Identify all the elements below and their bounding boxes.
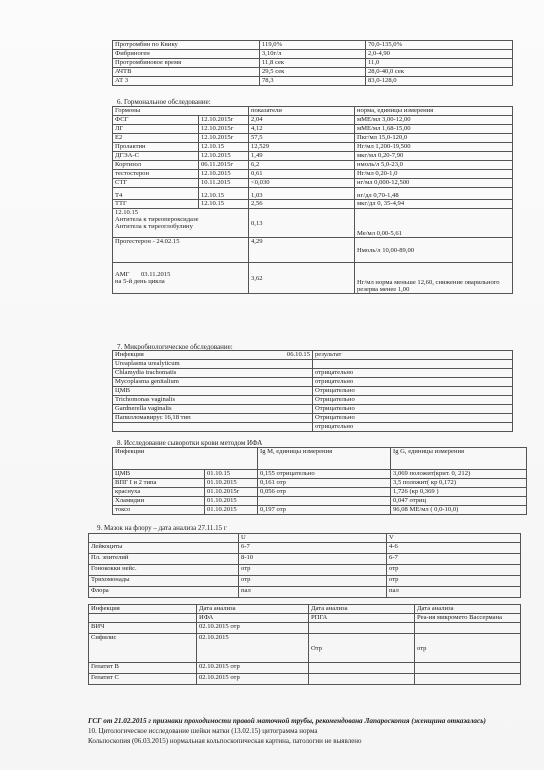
table-row — [113, 488, 527, 497]
column-header — [89, 534, 239, 543]
flora-u: отр — [239, 576, 387, 587]
infection-result: отрицательно — [313, 378, 513, 387]
flora-v: отр — [387, 565, 521, 576]
hormone-name: Пролактин — [113, 143, 199, 152]
table-row — [113, 59, 513, 68]
column-header: результат — [313, 351, 513, 360]
column-header: Инфекция — [89, 605, 197, 614]
hormone-norm: мМЕ/мл 3,00-12,00 — [355, 116, 513, 125]
section-title: 7. Микробиологическое обследование: — [117, 343, 233, 351]
table-row — [89, 587, 521, 598]
antibody-norm: Ме/мл 0,00-5,61 — [355, 209, 513, 238]
antibody-cell — [113, 209, 249, 238]
hormone-name: Кортизол — [113, 161, 199, 170]
flora-name: Трихомонады — [89, 576, 239, 587]
hormone-norm: Нг/мл 0,20-1,0 — [355, 170, 513, 179]
infection-date: 01.10.2015 — [205, 506, 258, 515]
table-row — [113, 68, 513, 77]
infection-date: 01.10.15 — [205, 470, 258, 479]
hormone-date: 12.10.2015г — [199, 134, 249, 143]
hsg-note: ГСГ от 21.02.2015 г признаки проходимости правой маточной трубы, рекомендована Лапароскопия (женщина отказалась) — [88, 717, 486, 725]
test-value: 78,3 — [260, 77, 366, 86]
test-name: Протромбин по Квику — [113, 41, 260, 50]
table-row — [113, 170, 513, 179]
infection-name: ЦМВ — [113, 387, 313, 396]
table-subheader — [89, 614, 521, 623]
anti-tg-label: Антитела к тиреоглобулину — [115, 223, 193, 230]
ifa-result: 02.10.2015 отр — [197, 663, 309, 674]
table-row — [113, 188, 513, 200]
test-value: 3,10г/л — [260, 50, 366, 59]
test-name: АТ 3 — [113, 77, 260, 86]
table-row — [89, 663, 521, 674]
colposcopy-note: Кольпоскопия (06.03.2015) нормальная кольпоскопическая картина, патологии не выявлено — [88, 737, 362, 745]
hormone-date: 12.10.15 — [199, 200, 249, 209]
infection-name: Chlamydia trachomatis — [113, 369, 313, 378]
flora-u: 8-10 — [239, 554, 387, 565]
section-title: 8. Исследование сыворотки крови методом ИФА — [117, 439, 263, 447]
hormone-norm: нмоль/л 5,0-23,0 — [355, 161, 513, 170]
infection-name: Папилломавирус 16,18 тип — [113, 414, 313, 423]
test-value: 119,0% — [260, 41, 366, 50]
igg-value: 3,5 положит( кр 0,172) — [391, 479, 527, 488]
amh-norm-line2: резерва менее 1,00 — [357, 286, 410, 293]
igm-value — [258, 497, 391, 506]
igg-value: 1,726 (кр 0,369 ) — [391, 488, 527, 497]
hormone-date: 10.11.2015 — [199, 179, 249, 188]
ifa-result: 02.10.2015 — [197, 634, 309, 663]
hormone-date: 12.10.2015г — [199, 116, 249, 125]
table-row — [89, 554, 521, 565]
ifa-result: 02.10.2015 отр — [197, 623, 309, 634]
infection-name: Mycoplasma genitalium — [113, 378, 313, 387]
hormone-value: 0,61 — [249, 170, 355, 179]
infection-name: Гепатит С — [89, 674, 197, 685]
table-row — [113, 77, 513, 86]
infection-name: Гепатит В — [89, 663, 197, 674]
rpga-result — [309, 663, 415, 674]
hormone-value: 2,56 — [249, 200, 355, 209]
infection-result: отрицательно — [313, 369, 513, 378]
table-row — [89, 543, 521, 554]
flora-name: Гонококки нейс. — [89, 565, 239, 576]
column-subheader — [89, 614, 197, 623]
igm-value: 0,155 отрицательно — [258, 470, 391, 479]
table-row — [113, 50, 513, 59]
hormone-name: Е2 — [113, 134, 199, 143]
header-date: 06.10.15 — [286, 351, 310, 358]
test-value: 11,8 сек — [260, 59, 366, 68]
table-row — [89, 565, 521, 576]
flora-name: Пл. эпителий — [89, 554, 239, 565]
hormone-name: тестостерон — [113, 170, 199, 179]
test-norm: 83,0-128,0 — [366, 77, 513, 86]
section-title: 9. Мазок на флору – дата анализа 27.11.15 г — [97, 524, 227, 532]
test-norm: 11,0 — [366, 59, 513, 68]
infection-name: токсо — [113, 506, 205, 515]
column-header: U — [239, 534, 387, 543]
table-row — [89, 623, 521, 634]
hormone-value: 12,529 — [249, 143, 355, 152]
table-row — [113, 152, 513, 161]
table-row — [89, 634, 521, 663]
infection-name: ВПГ I и 2 типа — [113, 479, 205, 488]
infection-name: ВИЧ — [89, 623, 197, 634]
igm-value: 0,161 отр — [258, 479, 391, 488]
test-name: АЧТВ — [113, 68, 260, 77]
table-row — [113, 238, 513, 263]
amh-date: 03.11.2015 — [140, 271, 171, 278]
amh-norm — [355, 263, 513, 294]
progesterone-value: 4,29 — [249, 238, 355, 263]
flora-v: пал — [387, 587, 521, 598]
table-row — [113, 116, 513, 125]
hormone-name: ФСГ — [113, 116, 199, 125]
infection-date: 01.10.2015г — [205, 488, 258, 497]
section-title: 6. Гормональное обследование: — [117, 98, 211, 106]
hormone-date: 12.10.2015 — [199, 152, 249, 161]
infection-date: 01.10.2015 — [205, 497, 258, 506]
test-name: Фибриноген — [113, 50, 260, 59]
table-header — [113, 448, 527, 470]
table-header — [113, 351, 513, 360]
igm-value: 0,197 отр — [258, 506, 391, 515]
igm-value: 0,056 отр — [258, 488, 391, 497]
hormone-name: СТГ — [113, 179, 199, 188]
amh-day: на 5-й день цикла — [115, 278, 165, 285]
table-row — [89, 674, 521, 685]
infections-table — [88, 604, 521, 685]
flora-u: отр — [239, 565, 387, 576]
column-header: Ig M, единицы измерения — [258, 448, 391, 470]
rpga-result: Отр — [309, 634, 415, 663]
wasserman-result — [415, 674, 521, 685]
infection-result: Отрицательно — [313, 405, 513, 414]
hormone-norm: мкг/мл 0,20-7,90 — [355, 152, 513, 161]
anti-tpo-label: Антитела к тиреопероксидазе — [115, 216, 199, 223]
table-row — [113, 143, 513, 152]
test-norm: 70,0-135,0% — [366, 41, 513, 50]
table-header — [113, 107, 513, 116]
column-header — [113, 351, 313, 360]
column-header: Дата анализа — [309, 605, 415, 614]
hormone-value: 1,03 — [249, 188, 355, 200]
hormone-norm: нг/мл 0,000-12,500 — [355, 179, 513, 188]
infection-name: краснуха — [113, 488, 205, 497]
amh-norm-line1: Нг/мл норма меньше 12,60, снижение оварильного — [357, 279, 500, 286]
column-header: Дата анализа — [415, 605, 521, 614]
test-norm: 28,0-40,0 сек — [366, 68, 513, 77]
wasserman-result: отр — [415, 634, 521, 663]
table-header — [89, 534, 521, 543]
table-row — [113, 378, 513, 387]
infection-result: Отрицательно — [313, 396, 513, 405]
hormone-name: ТТГ — [113, 200, 199, 209]
rpga-result — [309, 623, 415, 634]
flora-u: пал — [239, 587, 387, 598]
infection-name: Хламидии — [113, 497, 205, 506]
flora-v: отр — [387, 576, 521, 587]
table-row — [113, 161, 513, 170]
flora-table — [88, 533, 521, 598]
table-row — [113, 263, 513, 294]
antibody-date: 12.10.15 — [115, 209, 139, 216]
table-row — [113, 200, 513, 209]
column-header: показатели — [249, 107, 355, 116]
table-row — [113, 414, 513, 423]
igg-value: 3,069 положит(крит. 0, 212) — [391, 470, 527, 479]
hormone-name: ДГЭА-С — [113, 152, 199, 161]
hormone-date: 12.10.2015г — [199, 125, 249, 134]
infection-date: 01.10.2015 — [205, 479, 258, 488]
coagulation-table — [112, 40, 513, 86]
progesterone-cell — [113, 238, 249, 263]
column-subheader: РПГА — [309, 614, 415, 623]
microbiology-table — [112, 350, 513, 432]
infection-result — [313, 360, 513, 369]
table-row — [113, 41, 513, 50]
column-header: норма, единицы измерения — [355, 107, 513, 116]
table-row — [113, 125, 513, 134]
table-header — [89, 605, 521, 614]
column-header: Инфекции — [113, 448, 258, 470]
column-header: V — [387, 534, 521, 543]
infection-name: Trichomonas vaginalis — [113, 396, 313, 405]
ifa-result: 02.10.2015 отр — [197, 674, 309, 685]
infection-name: ЦМВ — [113, 470, 205, 479]
infection-name: Сифилис — [89, 634, 197, 663]
flora-v: 4-6 — [387, 543, 521, 554]
hormone-value: <0,030 — [249, 179, 355, 188]
progesterone-norm: Нмоль/л 10,00-89,00 — [355, 238, 513, 263]
amh-label: АМГ — [115, 271, 130, 278]
hormone-date: 12.10.2015 — [199, 170, 249, 179]
table-row — [113, 134, 513, 143]
infection-name — [113, 423, 313, 432]
column-header: Ig G, единицы измерения — [391, 448, 527, 470]
progesterone-date: 24.02.15 — [156, 238, 180, 245]
hormone-norm: нг/дл 0,70-1,48 — [355, 188, 513, 200]
igg-value: 0,047 отриц — [391, 497, 527, 506]
infection-result: отрицательно — [313, 423, 513, 432]
wasserman-result — [415, 623, 521, 634]
test-value: 29,5 сек — [260, 68, 366, 77]
table-row — [113, 369, 513, 378]
column-subheader: ИФА — [197, 614, 309, 623]
table-row — [113, 387, 513, 396]
cytology-note: 10. Цитологическое исследование шейки матки (13.02.15) цитограмма норма — [88, 727, 318, 735]
table-row — [113, 423, 513, 432]
column-header: Гормоны — [113, 107, 249, 116]
hormone-value: 4,12 — [249, 125, 355, 134]
table-row — [113, 405, 513, 414]
hormone-value: 2,04 — [249, 116, 355, 125]
table-row — [113, 506, 527, 515]
hormone-norm: мкг/дл 0, 35-4,94 — [355, 200, 513, 209]
infection-name: Gardnerella vaginalis — [113, 405, 313, 414]
hormone-date: 06.11.2015г — [199, 161, 249, 170]
amh-cell — [113, 263, 249, 294]
infection-result: Отрицательно — [313, 387, 513, 396]
infection-result: Отрицательно — [313, 414, 513, 423]
header-infection: Инфекция — [115, 351, 144, 358]
progesterone-label: Прогестерон - — [115, 238, 155, 245]
table-row — [113, 497, 527, 506]
table-row — [113, 360, 513, 369]
infection-name: Ureaplasma urealyticum — [113, 360, 313, 369]
hormone-norm: Пкг/мл 15,0-120,0 — [355, 134, 513, 143]
hormones-table — [112, 106, 513, 294]
wasserman-result — [415, 663, 521, 674]
hormone-name: Т4 — [113, 188, 199, 200]
flora-name: Лейкоциты — [89, 543, 239, 554]
flora-name: Флора — [89, 587, 239, 598]
column-header: Дата анализа — [197, 605, 309, 614]
igg-value: 96,08 МЕ/мл ( 0,0-10,0) — [391, 506, 527, 515]
rpga-result — [309, 674, 415, 685]
table-row — [113, 470, 527, 479]
hormone-date: 12.10.15 — [199, 188, 249, 200]
hormone-value: 57,5 — [249, 134, 355, 143]
table-row — [113, 209, 513, 238]
ifa-table — [112, 447, 527, 515]
table-row — [113, 396, 513, 405]
hormone-norm: Нг/мл 1,200-19,500 — [355, 143, 513, 152]
table-row — [89, 576, 521, 587]
flora-u: 6-7 — [239, 543, 387, 554]
amh-value: 3,62 — [249, 263, 355, 294]
table-row — [113, 479, 527, 488]
hormone-date: 12.10.15 — [199, 143, 249, 152]
antibody-value: 0,13 — [249, 209, 355, 238]
hormone-name: ЛГ — [113, 125, 199, 134]
hormone-value: 1,49 — [249, 152, 355, 161]
hormone-value: 6,2 — [249, 161, 355, 170]
flora-v: 6-7 — [387, 554, 521, 565]
hormone-norm: мМЕ/мл 1,68-15,00 — [355, 125, 513, 134]
test-norm: 2,0-4,90 — [366, 50, 513, 59]
test-name: Протромбиновое время — [113, 59, 260, 68]
table-row — [113, 179, 513, 188]
column-subheader: Реа-ия микромето Вассермана — [415, 614, 521, 623]
